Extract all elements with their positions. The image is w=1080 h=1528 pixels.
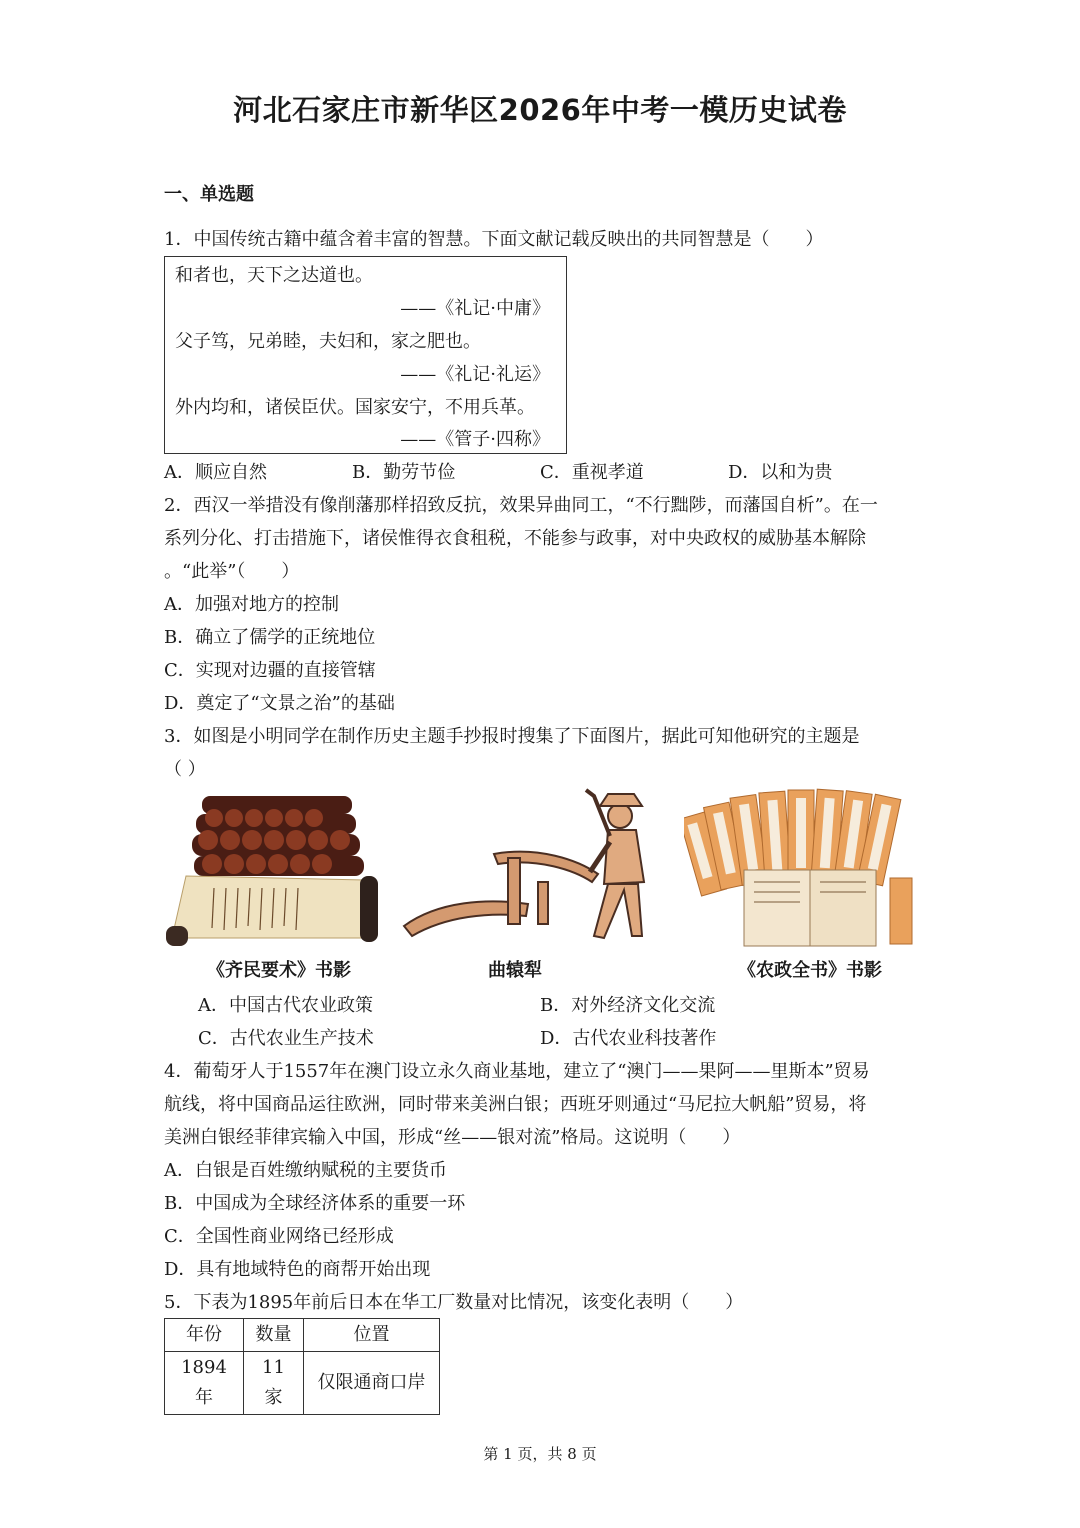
q3-stem-line: 3．如图是小明同学在制作历史主题手抄报时搜集了下面图片，据此可知他研究的主题是 [164, 726, 860, 747]
q1-option-a[interactable]: A．顺应自然 [164, 462, 267, 483]
q4-option-a[interactable]: A．白银是百姓缴纳赋税的主要货币 [164, 1160, 447, 1181]
q2-option-c[interactable]: C．实现对边疆的直接管辖 [164, 660, 376, 681]
table-cell-year [165, 1352, 244, 1415]
quote-source: ——《礼记·礼运》 [400, 364, 550, 385]
q4-option-c[interactable]: C．全国性商业网络已经形成 [164, 1226, 394, 1247]
quote-text: 和者也，天下之达道也。 [175, 265, 373, 286]
image-caption: 《齐民要术》书影 [207, 960, 351, 981]
cell-text: 1894 [181, 1357, 227, 1378]
q4-stem-line: 航线，将中国商品运往欧洲，同时带来美洲白银；西班牙则通过“马尼拉大帆船”贸易，将 [164, 1094, 867, 1115]
table-header-location: 位置 [304, 1319, 440, 1352]
q3-option-a[interactable]: A．中国古代农业政策 [198, 995, 373, 1016]
table-header-count: 数量 [244, 1319, 304, 1352]
table-cell-count [244, 1352, 304, 1415]
image-caption: 《农政全书》书影 [738, 960, 882, 981]
factory-table [164, 1318, 440, 1415]
table-header-year: 年份 [165, 1319, 244, 1352]
quote-source: ——《管子·四称》 [400, 429, 550, 450]
cell-text: 11 [262, 1357, 285, 1378]
q4-option-d[interactable]: D．具有地域特色的商帮开始出现 [164, 1259, 431, 1280]
q1-quote-box [164, 256, 567, 454]
table-row [165, 1352, 440, 1415]
q2-stem-line: 2．西汉一举措没有像削藩那样招致反抗，效果异曲同工，“不行黜陟，而藩国自析”。在一 [164, 495, 878, 516]
cell-text: 年 [195, 1387, 213, 1408]
q2-option-a[interactable]: A．加强对地方的控制 [164, 594, 339, 615]
books-image [684, 786, 916, 950]
q1-stem: 1．中国传统古籍中蕴含着丰富的智慧。下面文献记载反映出的共同智慧是（ ） [164, 229, 824, 250]
cell-text: 家 [264, 1387, 283, 1408]
plow-image [398, 786, 668, 950]
page-title: 河北石家庄市新华区2026年中考一模历史试卷 [233, 93, 847, 127]
section-heading: 一、单选题 [164, 184, 254, 205]
q3-option-c[interactable]: C．古代农业生产技术 [198, 1028, 374, 1049]
q1-option-c[interactable]: C．重视孝道 [540, 462, 644, 483]
q1-option-d[interactable]: D．以和为贵 [728, 462, 833, 483]
q3-option-b[interactable]: B．对外经济文化交流 [540, 995, 716, 1016]
q2-option-d[interactable]: D．奠定了“文景之治”的基础 [164, 693, 395, 714]
quote-text: 外内均和，诸侯臣伏。国家安宁，不用兵革。 [175, 397, 535, 418]
q2-stem-line: 系列分化、打击措施下，诸侯惟得衣食租税，不能参与政事，对中央政权的威胁基本解除 [164, 528, 866, 549]
page-footer: 第 1 页，共 8 页 [483, 1445, 597, 1463]
q4-stem-line: 美洲白银经菲律宾输入中国，形成“丝——银对流”格局。这说明（ ） [164, 1127, 741, 1148]
scroll-book-image [164, 788, 384, 948]
q5-stem: 5．下表为1895年前后日本在华工厂数量对比情况，该变化表明（ ） [164, 1292, 744, 1313]
q2-stem-line: 。“此举”（ ） [164, 561, 300, 582]
q3-option-d[interactable]: D．古代农业科技著作 [540, 1028, 717, 1049]
q4-option-b[interactable]: B．中国成为全球经济体系的重要一环 [164, 1193, 466, 1214]
q4-stem-line: 4．葡萄牙人于1557年在澳门设立永久商业基地，建立了“澳门——果阿——里斯本”贸易 [164, 1061, 870, 1082]
table-header-row [165, 1319, 440, 1352]
table-cell-location: 仅限通商口岸 [304, 1352, 440, 1415]
q3-stem-line: （ ） [164, 759, 206, 780]
q1-option-b[interactable]: B．勤劳节俭 [352, 462, 456, 483]
image-caption: 曲辕犁 [488, 960, 542, 981]
quote-source: ——《礼记·中庸》 [400, 298, 550, 319]
quote-text: 父子笃，兄弟睦，夫妇和，家之肥也。 [175, 331, 481, 352]
q2-option-b[interactable]: B．确立了儒学的正统地位 [164, 627, 376, 648]
